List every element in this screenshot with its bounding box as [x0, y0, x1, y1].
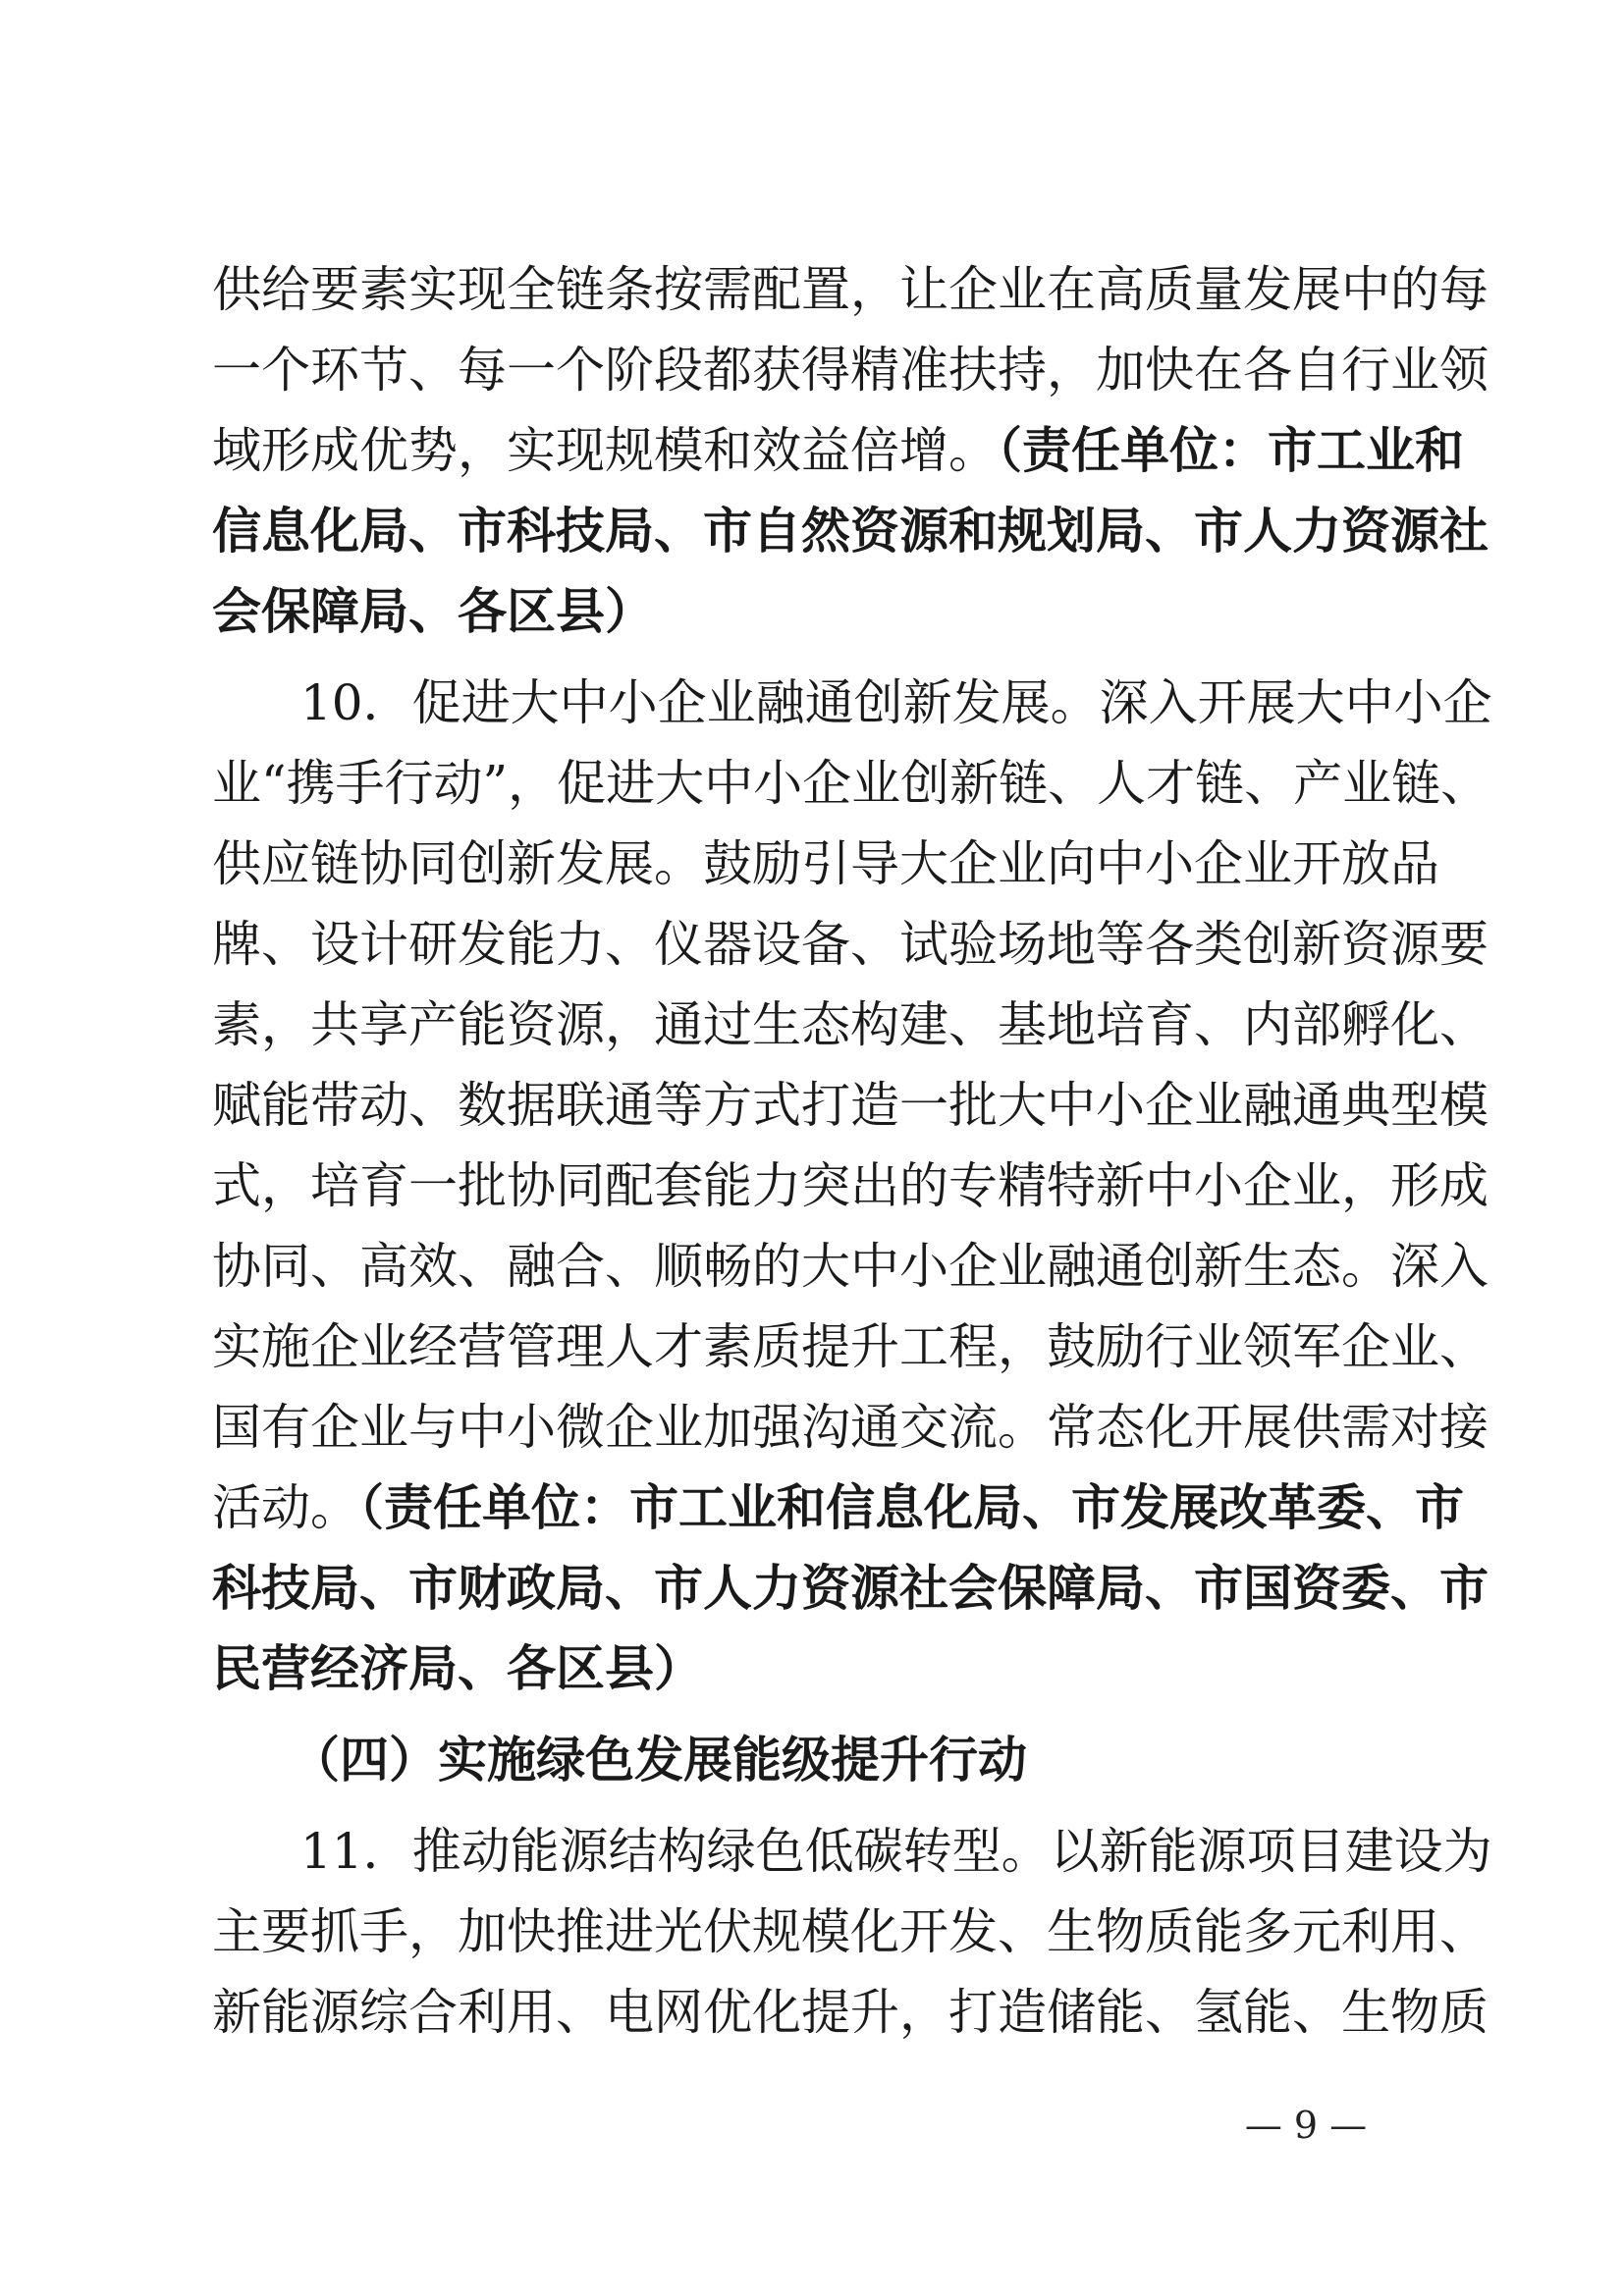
text-line: 域形成优势，实现规模和效益倍增。（责任单位：市工业和 — [212, 421, 1464, 479]
text-line: 协同、高效、融合、顺畅的大中小企业融通创新生态。深入 — [212, 1238, 1489, 1295]
text-line: 牌、设计研发能力、仪器设备、试验场地等各类创新资源要 — [212, 916, 1489, 973]
text-line: 供应链协同创新发展。鼓励引导大企业向中小企业开放品 — [212, 835, 1439, 892]
text-line: 国有企业与中小微企业加强沟通交流。常态化开展供需对接 — [212, 1399, 1489, 1456]
text-line: 新能源综合利用、电网优化提升，打造储能、氢能、生物质 — [212, 1984, 1489, 2041]
responsible-units-text: 信息化局、市科技局、市自然资源和规划局、市人力资源社 — [212, 502, 1489, 560]
text-line — [212, 1629, 703, 1709]
paragraph-first-line: 10．促进大中小企业融通创新发展。深入开展大中小企 — [300, 674, 1492, 731]
section-heading: （四）实施绿色发展能级提升行动 — [291, 1731, 1027, 1789]
page-number: — 9 — — [1244, 2104, 1368, 2147]
paragraph-first-line: 11．推动能源结构绿色低碳转型。以新能源项目建设为 — [300, 1823, 1492, 1880]
text-line: 式，培育一批协同配套能力突出的专精特新中小企业，形成 — [212, 1157, 1489, 1214]
text-line — [212, 571, 654, 652]
text-line: 供给要素实现全链条按需配置，让企业在高质量发展中的每 — [212, 261, 1489, 318]
responsible-units-text: 民营经济局、各区县） — [212, 1639, 703, 1697]
text-line — [212, 1548, 1489, 1629]
text-line: 赋能带动、数据联通等方式打造一批大中小企业融通典型模 — [212, 1077, 1489, 1134]
text-line: 业“携手行动”，促进大中小企业创新链、人才链、产业链、 — [212, 755, 1490, 812]
text-line — [212, 491, 1489, 571]
text-line: 实施企业经营管理人才素质提升工程，鼓励行业领军企业、 — [212, 1318, 1489, 1375]
responsible-units-text: （责任单位：市工业和 — [998, 421, 1464, 479]
text-line: 活动。（责任单位：市工业和信息化局、市发展改革委、市 — [212, 1478, 1464, 1536]
responsible-units-text: 会保障局、各区县） — [212, 582, 654, 640]
text-line: 主要抓手，加快推进光伏规模化开发、生物质能多元利用、 — [212, 1903, 1489, 1960]
text-line: 一个环节、每一个阶段都获得精准扶持，加快在各自行业领 — [212, 342, 1489, 399]
responsible-units-text: （责任单位：市工业和信息化局、市发展改革委、市 — [359, 1478, 1464, 1536]
text-line: 素，共享产能资源，通过生态构建、基地培育、内部孵化、 — [212, 996, 1489, 1053]
responsible-units-text: 科技局、市财政局、市人力资源社会保障局、市国资委、市 — [212, 1559, 1489, 1617]
